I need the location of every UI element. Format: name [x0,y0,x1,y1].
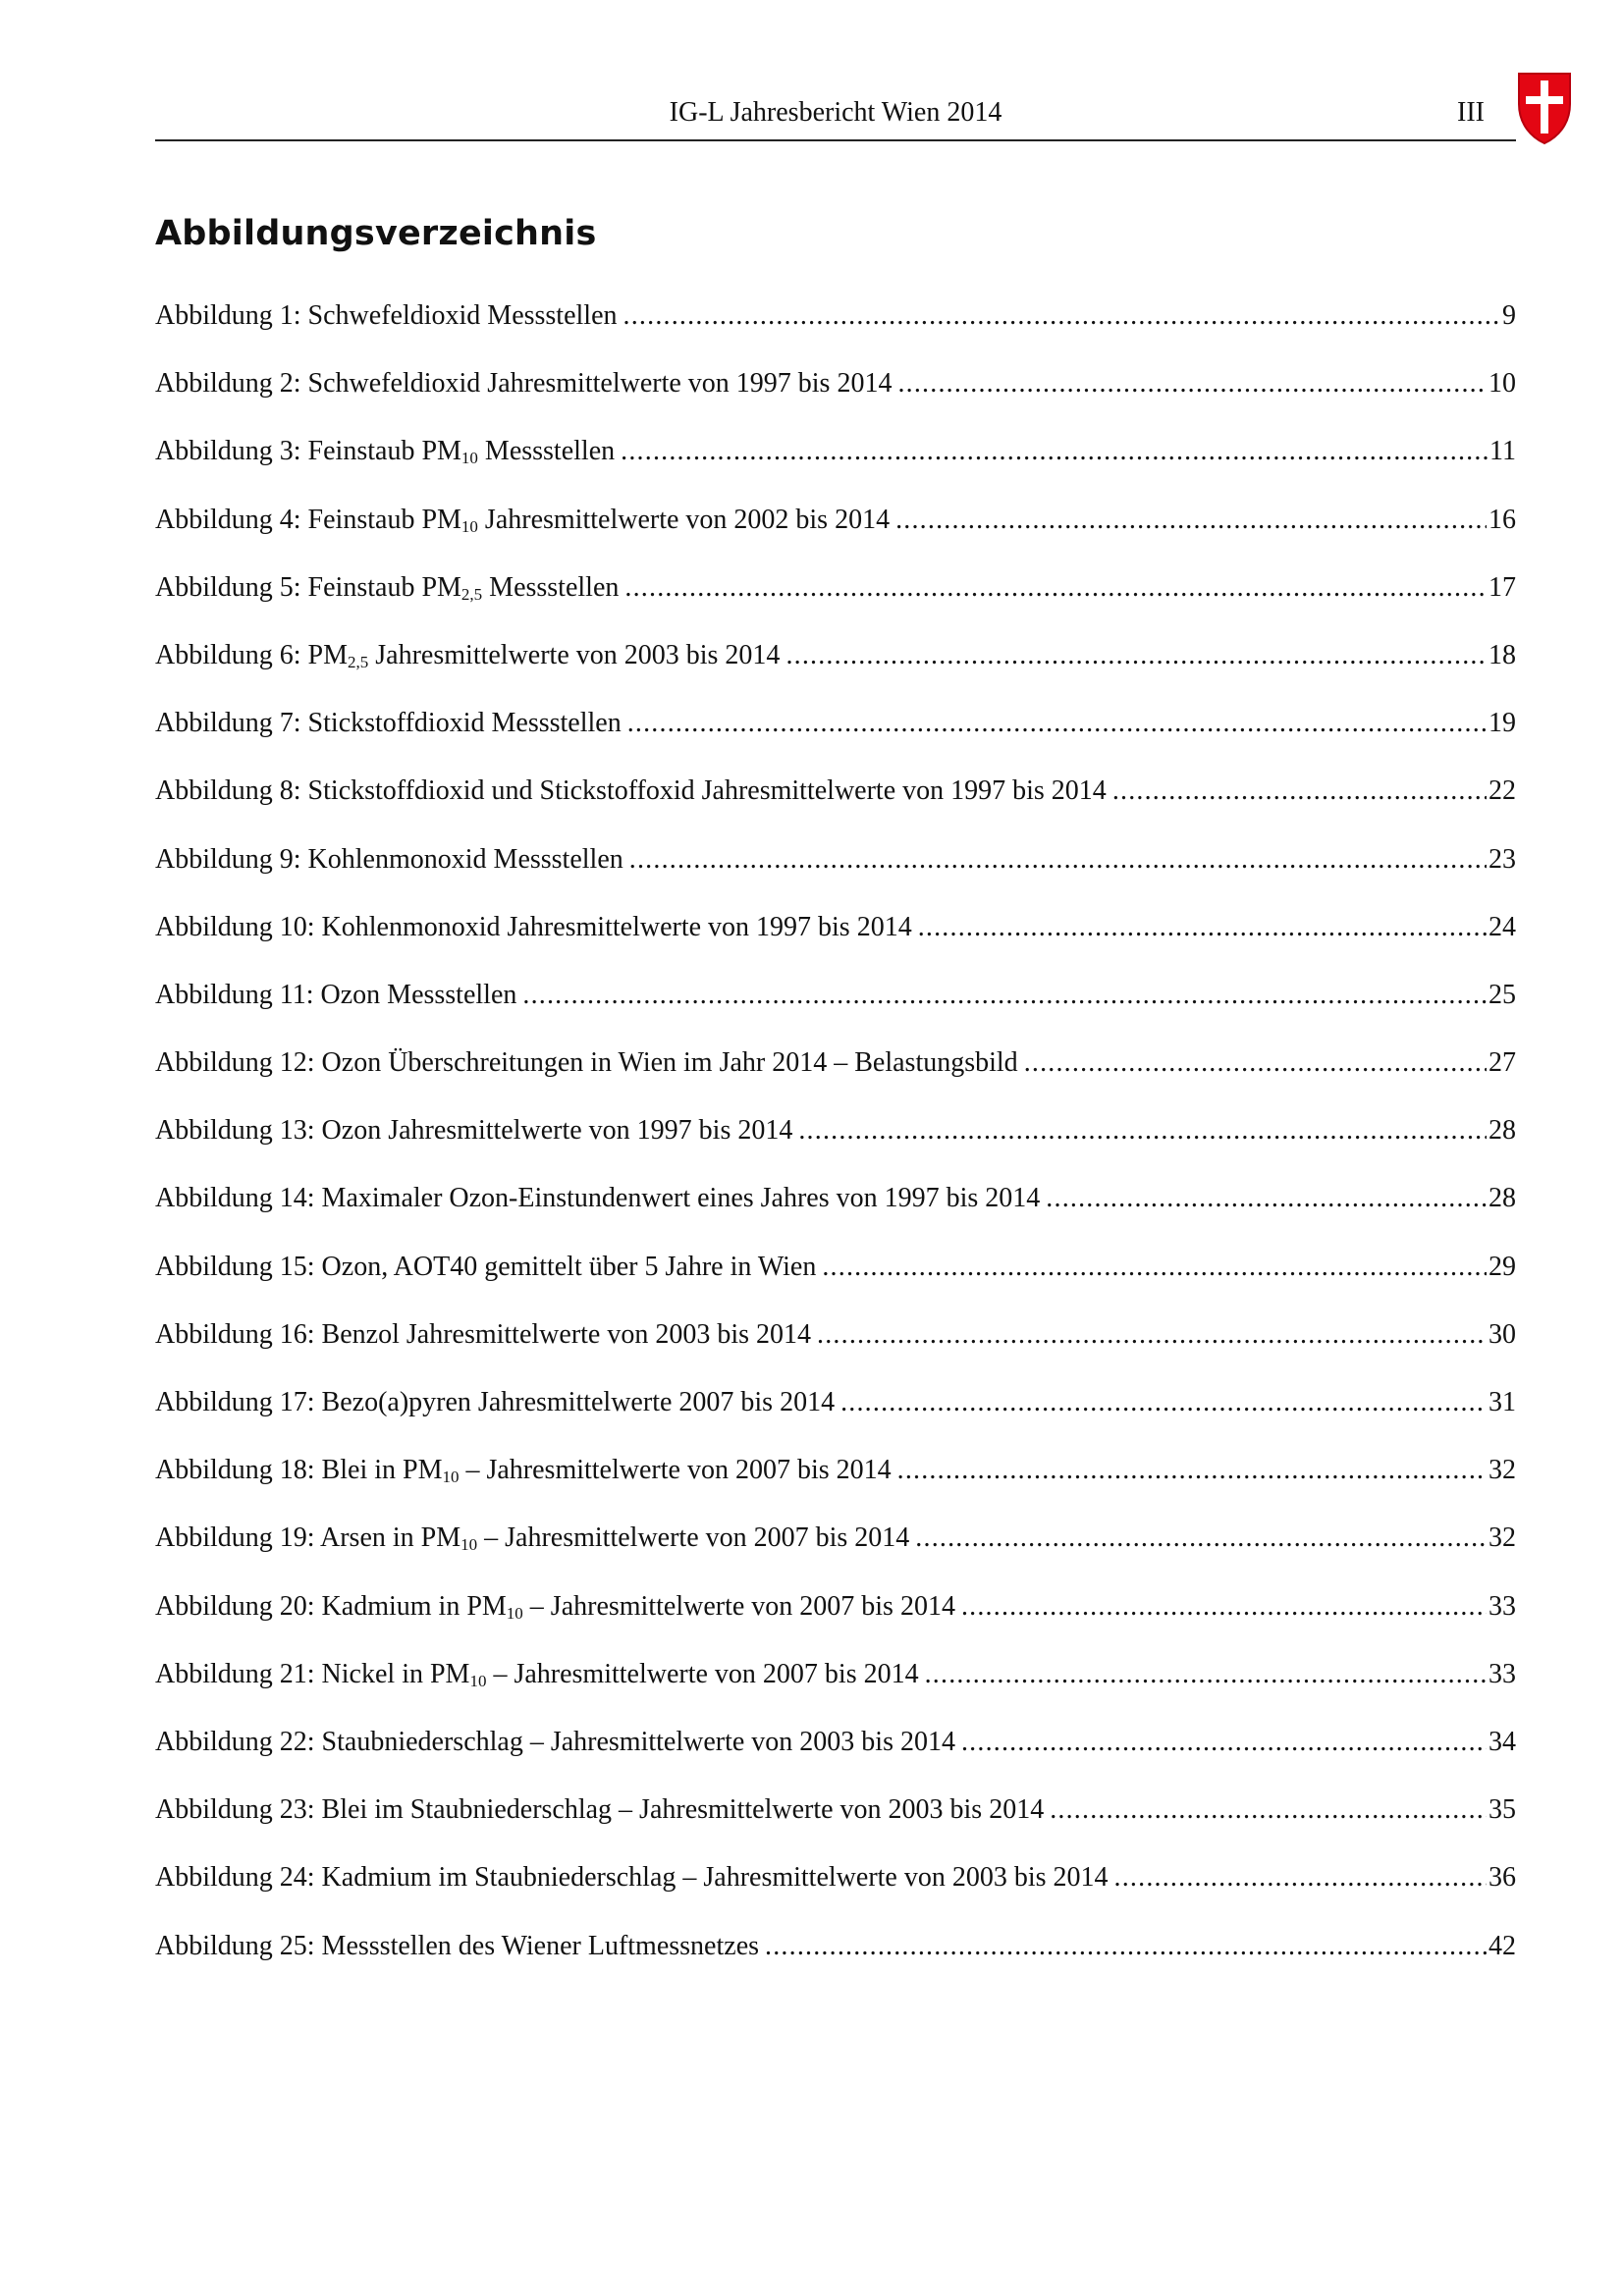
toc-page-number: 18 [1489,639,1516,670]
dot-leader [961,1587,1487,1627]
toc-page-number: 33 [1489,1590,1516,1622]
toc-entry-text: Abbildung 22: Staubniederschlag – Jahresmittelwerte von 2003 bis 2014 [155,1726,955,1757]
toc-page-number: 31 [1489,1387,1516,1417]
toc-entry[interactable] [155,296,1516,364]
toc-page-number: 25 [1489,979,1516,1010]
toc-entry-text: Abbildung 18: Blei in $PM_{10}$ – Jahresmittelwerte von 2007 bis 2014 [155,1455,892,1487]
toc-entry[interactable] [155,1790,1516,1858]
toc-entry-text: Abbildung 8: Stickstoffdioxid und Stickstoffoxid Jahresmittelwerte von 1997 bis 2014 [155,775,1107,807]
toc-entry-text: Abbildung 13: Ozon Jahresmittelwerte von 1997 bis 2014 [155,1115,793,1147]
toc-page-number: 33 [1489,1658,1516,1689]
toc-entry[interactable] [155,1043,1516,1111]
toc-page-number: 32 [1489,1455,1516,1486]
toc-entry-text: Abbildung 11: Ozon Messstellen [155,979,517,1010]
dot-leader [915,1519,1487,1558]
dot-leader [621,432,1488,471]
page-header [155,94,1516,141]
toc-page-number: 42 [1489,1930,1516,1961]
toc-entry[interactable] [155,432,1516,500]
toc-page-number: 17 [1489,571,1516,603]
dot-leader [624,568,1487,608]
toc-entry[interactable] [155,1655,1516,1723]
dot-leader [918,908,1487,947]
toc-entry-text: Abbildung 17: Bezo(a)pyren Jahresmittelwerte 2007 bis 2014 [155,1387,836,1417]
toc-entry[interactable] [155,1723,1516,1790]
toc-page-number: 16 [1489,504,1516,535]
dot-leader [1046,1179,1487,1218]
toc-entry[interactable] [155,1111,1516,1179]
toc-page-number: 11 [1489,436,1516,467]
toc-entry-text: Abbildung 14: Maximaler Ozon-Einstundenwert eines Jahres von 1997 bis 2014 [155,1183,1041,1214]
toc-entry[interactable] [155,1179,1516,1247]
toc-entry-text: Abbildung 24: Kadmium im Staubniederschlag – Jahresmittelwerte von 2003 bis 2014 [155,1862,1109,1894]
toc-page-number: 28 [1489,1115,1516,1147]
toc-entry-text: Abbildung 19: Arsen in $PM_{10}$ – Jahresmittelwerte von 2007 bis 2014 [155,1522,910,1555]
toc-page-number: 34 [1489,1726,1516,1757]
dot-leader [817,1315,1487,1355]
section-title: Abbildungsverzeichnis [155,214,597,253]
toc-entry-text: Abbildung 15: Ozon, AOT40 gemittelt über 5 Jahre in Wien [155,1251,817,1282]
toc-entry-text: Abbildung 3: Feinstaub $PM_{10}$ Messstellen [155,436,616,468]
toc-entry-text: Abbildung 1: Schwefeldioxid Messstellen [155,300,618,331]
toc-entry-text: Abbildung 23: Blei im Staubniederschlag – Jahresmittelwerte von 2003 bis 2014 [155,1794,1045,1826]
toc-page-number: 24 [1489,911,1516,942]
toc-entry[interactable] [155,1248,1516,1315]
dot-leader [798,1111,1487,1150]
dot-leader [840,1383,1487,1422]
toc-entry[interactable] [155,704,1516,772]
dot-leader [623,296,1500,336]
dot-leader [629,840,1487,880]
dot-leader [765,1927,1487,1966]
toc-entry[interactable] [155,364,1516,432]
toc-page-number: 22 [1489,775,1516,807]
toc-page-number: 32 [1489,1522,1516,1554]
toc-entry-text: Abbildung 5: Feinstaub $PM_{2,5}$ Messstellen [155,571,620,604]
toc-entry[interactable] [155,840,1516,908]
toc-page-number: 23 [1489,843,1516,875]
toc-entry-text: Abbildung 6: $PM_{2,5}$ Jahresmittelwerte von 2003 bis 2014 [155,639,781,671]
toc-entry-text: Abbildung 12: Ozon Überschreitungen in Wien im Jahr 2014 – Belastungsbild [155,1047,1018,1079]
toc-page-number: 28 [1489,1183,1516,1214]
toc-page-number: 19 [1489,708,1516,739]
toc-entry[interactable] [155,636,1516,704]
toc-entry[interactable] [155,1315,1516,1383]
toc-entry-text: Abbildung 9: Kohlenmonoxid Messstellen [155,843,623,875]
toc-page-number: 9 [1502,300,1516,331]
dot-leader [1050,1790,1487,1830]
toc-entry[interactable] [155,1519,1516,1586]
toc-page-number: 30 [1489,1318,1516,1350]
dot-leader [785,636,1487,675]
toc-entry[interactable] [155,772,1516,839]
toc-entry[interactable] [155,1587,1516,1655]
dot-leader [627,704,1487,743]
toc-entry[interactable] [155,976,1516,1043]
vienna-coat-of-arms-icon [1516,71,1573,145]
dot-leader [961,1723,1487,1762]
toc-entry-text: Abbildung 10: Kohlenmonoxid Jahresmittelwerte von 1997 bis 2014 [155,911,912,942]
header-title: IG-L Jahresbericht Wien 2014 [669,97,1002,128]
toc-entry[interactable] [155,501,1516,568]
toc-page-number: 27 [1489,1047,1516,1079]
dot-leader [1112,772,1487,811]
dot-leader [822,1248,1487,1287]
toc-entry[interactable] [155,1383,1516,1451]
toc-entry-text: Abbildung 2: Schwefeldioxid Jahresmittelwerte von 1997 bis 2014 [155,368,893,400]
toc-page-number: 36 [1489,1862,1516,1894]
dot-leader [895,501,1487,540]
dot-leader [522,976,1487,1015]
dot-leader [897,1451,1487,1490]
figure-list [155,296,1516,1995]
toc-entry[interactable] [155,1451,1516,1519]
toc-page-number: 10 [1489,368,1516,400]
toc-entry[interactable] [155,908,1516,976]
toc-entry-text: Abbildung 20: Kadmium in $PM_{10}$ – Jahresmittelwerte von 2007 bis 2014 [155,1590,955,1623]
toc-page-number: 29 [1489,1251,1516,1282]
toc-entry-text: Abbildung 21: Nickel in $PM_{10}$ – Jahresmittelwerte von 2007 bis 2014 [155,1658,919,1690]
toc-entry[interactable] [155,568,1516,636]
dot-leader [897,364,1487,403]
toc-entry[interactable] [155,1927,1516,1995]
toc-entry-text: Abbildung 25: Messstellen des Wiener Luftmessnetzes [155,1930,760,1961]
dot-leader [1114,1858,1487,1897]
toc-entry-text: Abbildung 7: Stickstoffdioxid Messstellen [155,708,622,739]
toc-entry-text: Abbildung 4: Feinstaub $PM_{10}$ Jahresmittelwerte von 2002 bis 2014 [155,504,891,536]
header-page-number: III [1457,97,1485,128]
dot-leader [925,1655,1487,1694]
toc-entry-text: Abbildung 16: Benzol Jahresmittelwerte von 2003 bis 2014 [155,1318,812,1350]
toc-page-number: 35 [1489,1794,1516,1826]
toc-entry[interactable] [155,1858,1516,1926]
dot-leader [1024,1043,1487,1083]
